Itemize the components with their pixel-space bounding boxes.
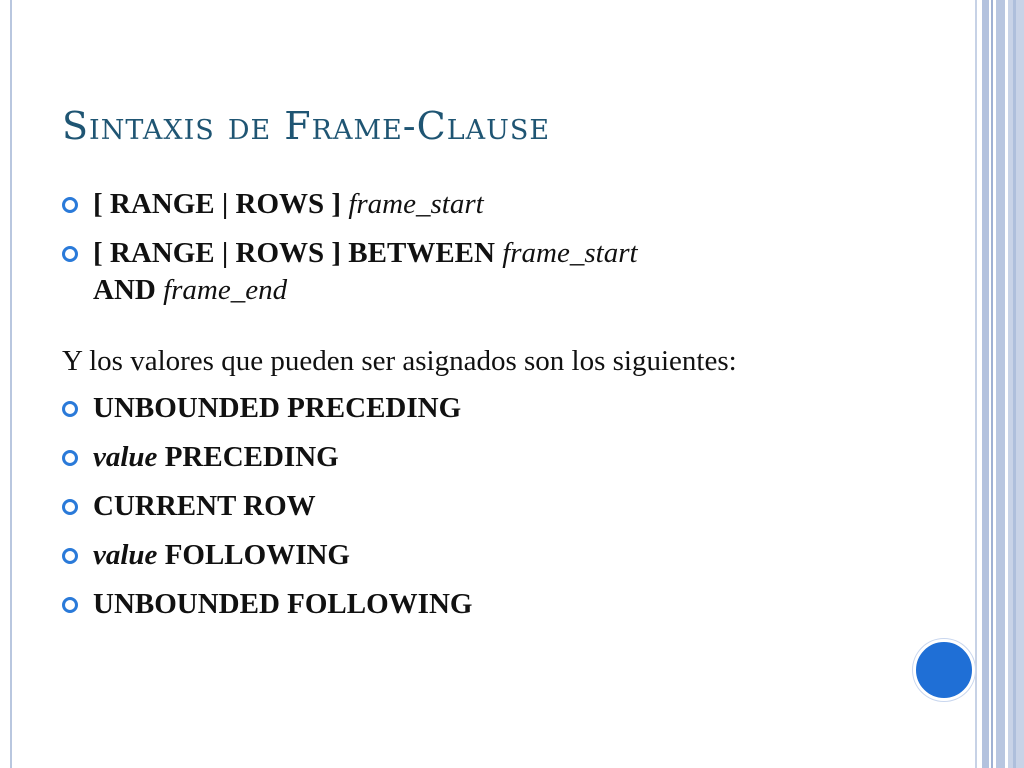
syntax-keyword: [ RANGE | ROWS ] xyxy=(93,188,342,220)
bullet-icon xyxy=(62,597,78,613)
syntax-param: frame_start xyxy=(348,188,484,220)
right-decor-bar xyxy=(1008,0,1024,768)
syntax-param: frame_start xyxy=(502,237,638,269)
syntax-param: frame_end xyxy=(163,274,288,306)
value-keyword: CURRENT ROW xyxy=(93,490,316,522)
left-border-line xyxy=(10,0,12,768)
value-keyword: UNBOUNDED FOLLOWING xyxy=(93,588,473,620)
syntax-keyword: AND xyxy=(93,274,156,306)
list-item xyxy=(62,390,882,427)
right-decor-bar xyxy=(1013,0,1016,768)
bullet-icon xyxy=(62,401,78,417)
value-param: value xyxy=(93,539,158,571)
intro-paragraph: Y los valores que pueden ser asignados son los siguientes: xyxy=(62,345,737,377)
decorative-circle xyxy=(913,639,975,701)
bullet-icon xyxy=(62,197,78,213)
value-keyword: FOLLOWING xyxy=(164,539,350,571)
bullet-icon xyxy=(62,548,78,564)
bullet-icon xyxy=(62,450,78,466)
right-decor-bar xyxy=(996,0,1005,768)
list-item xyxy=(62,235,882,309)
list-item xyxy=(62,586,882,623)
slide-content xyxy=(62,186,882,623)
list-item xyxy=(62,537,882,574)
list-item xyxy=(62,439,882,476)
slide-title: Sintaxis de Frame-Clause xyxy=(62,104,551,148)
bullet-icon xyxy=(62,246,78,262)
syntax-keyword: [ RANGE | ROWS ] BETWEEN xyxy=(93,237,495,269)
right-decor-bar xyxy=(991,0,993,768)
value-keyword: UNBOUNDED PRECEDING xyxy=(93,392,462,424)
right-decor-bar xyxy=(975,0,977,768)
right-decor-bar xyxy=(982,0,989,768)
list-item xyxy=(62,186,882,223)
list-item xyxy=(62,488,882,525)
value-keyword: PRECEDING xyxy=(164,441,339,473)
value-param: value xyxy=(93,441,158,473)
bullet-icon xyxy=(62,499,78,515)
